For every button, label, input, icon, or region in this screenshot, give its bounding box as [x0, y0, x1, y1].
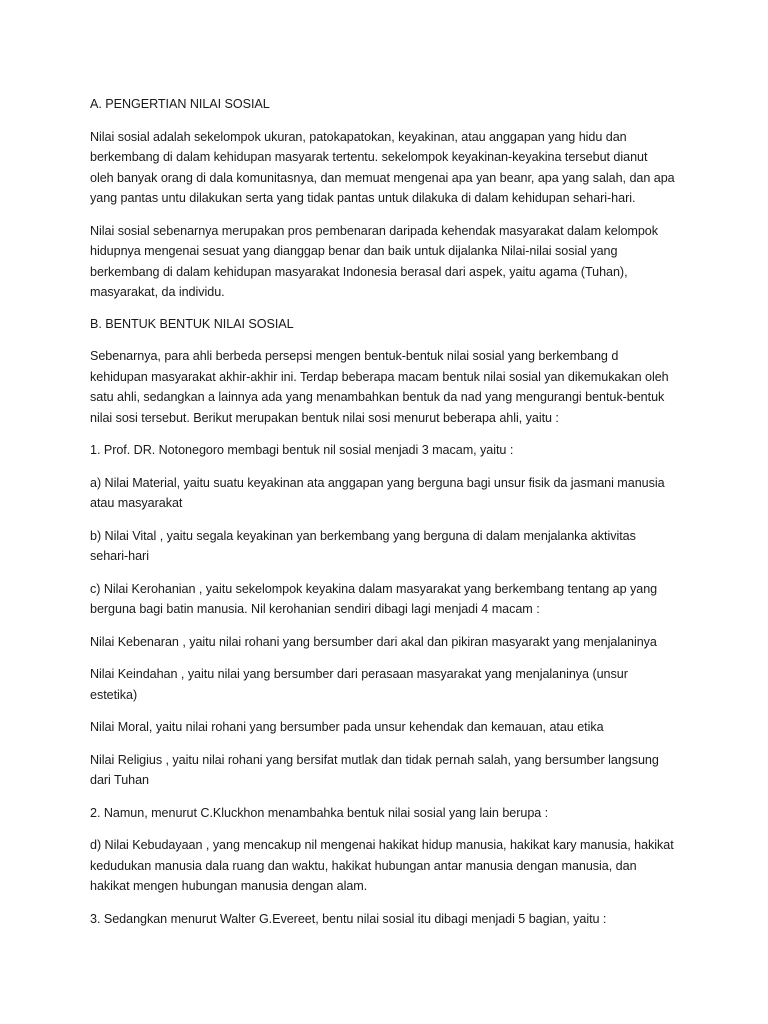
text-line: berkembang di dalam kehidupan masyarak tertentu. sekelompok keyakinan-keyakina tersebut dianut — [90, 150, 648, 164]
text-line: Nilai Keindahan , yaitu nilai yang bersumber dari perasaan masyarakat yang menjalaninya (unsur — [90, 667, 628, 681]
text-line: hakikat mengen hubungan manusia dengan alam. — [90, 879, 368, 893]
text-line: 2. Namun, menurut C.Kluckhon menambahka bentuk nilai sosial yang lain berupa : — [90, 805, 549, 820]
body-paragraph — [90, 127, 708, 209]
text-line: estetika) — [90, 687, 138, 702]
section-heading — [90, 314, 708, 335]
text-line: Nilai Moral, yaitu nilai rohani yang bersumber pada unsur kehendak dan kemauan, atau etika — [90, 720, 604, 734]
text-line: satu ahli, sedangkan a lainnya ada yang menambahkan bentuk da nad yang mengurangi bentuk-bentuk — [90, 390, 665, 404]
body-paragraph — [90, 909, 708, 930]
text-line: atau masyarakat — [90, 496, 183, 510]
text-line: dari Tuhan — [90, 773, 150, 787]
text-line: sehari-hari — [90, 549, 149, 563]
body-paragraph — [90, 750, 708, 791]
text-line: berkembang di dalam kehidupan masyarakat Indonesia berasal dari aspek, yaitu agama (Tuhan), — [90, 264, 628, 279]
text-line: c) Nilai Kerohanian , yaitu sekelompok keyakina dalam masyarakat yang berkembang tentang ap yang — [90, 581, 658, 596]
text-line: yang pantas untu dilakukan serta yang tidak pantas untuk dilakuka di dalam kehidupan sehari-hari. — [90, 191, 636, 205]
text-line: Nilai sosial adalah sekelompok ukuran, patokapatokan, keyakinan, atau anggapan yang hidu dan — [90, 129, 627, 144]
text-line: hidupnya mengenai sesuat yang dianggap benar dan baik untuk dijalanka Nilai-nilai sosial yang — [90, 244, 618, 258]
body-paragraph — [90, 632, 708, 653]
body-paragraph — [90, 526, 708, 567]
body-paragraph — [90, 664, 708, 705]
text-line: Sebenarnya, para ahli berbeda persepsi mengen bentuk-bentuk nilai sosial yang berkembang d — [90, 349, 619, 363]
body-paragraph — [90, 346, 708, 428]
body-paragraph — [90, 717, 708, 738]
text-line: Nilai Religius , yaitu nilai rohani yang bersifat mutlak dan tidak pernah salah, yang bersumber langsung — [90, 752, 659, 767]
text-line: masyarakat, da individu. — [90, 285, 225, 299]
body-paragraph — [90, 835, 708, 897]
text-line: oleh banyak orang di dala komunitasnya, dan memuat mengenai apa yan beanr, apa yang salah, dan apa — [90, 170, 675, 185]
text-line: b) Nilai Vital , yaitu segala keyakinan yan berkembang yang berguna di dalam menjalanka aktivitas — [90, 528, 636, 543]
body-paragraph — [90, 440, 708, 461]
text-line: 3. Sedangkan menurut Walter G.Evereet, bentu nilai sosial itu dibagi menjadi 5 bagian, yaitu : — [90, 911, 607, 926]
text-line: d) Nilai Kebudayaan , yang mencakup nil mengenai hakikat hidup manusia, hakikat kary manusia, hakikat — [90, 838, 674, 852]
text-line: 1. Prof. DR. Notonegoro membagi bentuk nil sosial menjadi 3 macam, yaitu : — [90, 443, 514, 457]
body-paragraph — [90, 473, 708, 514]
text-line: A. PENGERTIAN NILAI SOSIAL — [90, 97, 270, 111]
text-line: a) Nilai Material, yaitu suatu keyakinan ata anggapan yang berguna bagi unsur fisik da jasmani manusia — [90, 475, 665, 490]
section-heading — [90, 94, 708, 115]
body-paragraph — [90, 221, 708, 303]
text-line: kehidupan masyarakat akhir-akhir ini. Terdap beberapa macam bentuk nilai sosial yan dikemukakan oleh — [90, 369, 669, 384]
body-paragraph — [90, 579, 708, 620]
text-line: B. BENTUK BENTUK NILAI SOSIAL — [90, 316, 294, 331]
text-line: Nilai Kebenaran , yaitu nilai rohani yang bersumber dari akal dan pikiran masyarakt yang menjalaninya — [90, 634, 657, 649]
text-line: kedudukan manusia dala ruang dan waktu, hakikat hubungan antar manusia dengan manusia, dan — [90, 858, 637, 873]
text-line: berguna bagi batin manusia. Nil kerohanian sendiri dibagi lagi menjadi 4 macam : — [90, 602, 540, 616]
text-line: Nilai sosial sebenarnya merupakan pros pembenaran daripada kehendak masyarakat dalam kelompok — [90, 223, 658, 238]
text-line: nilai sosi tersebut. Berikut merupakan bentuk nilai sosi menurut beberapa ahli, yaitu : — [90, 410, 559, 425]
body-paragraph — [90, 803, 708, 824]
